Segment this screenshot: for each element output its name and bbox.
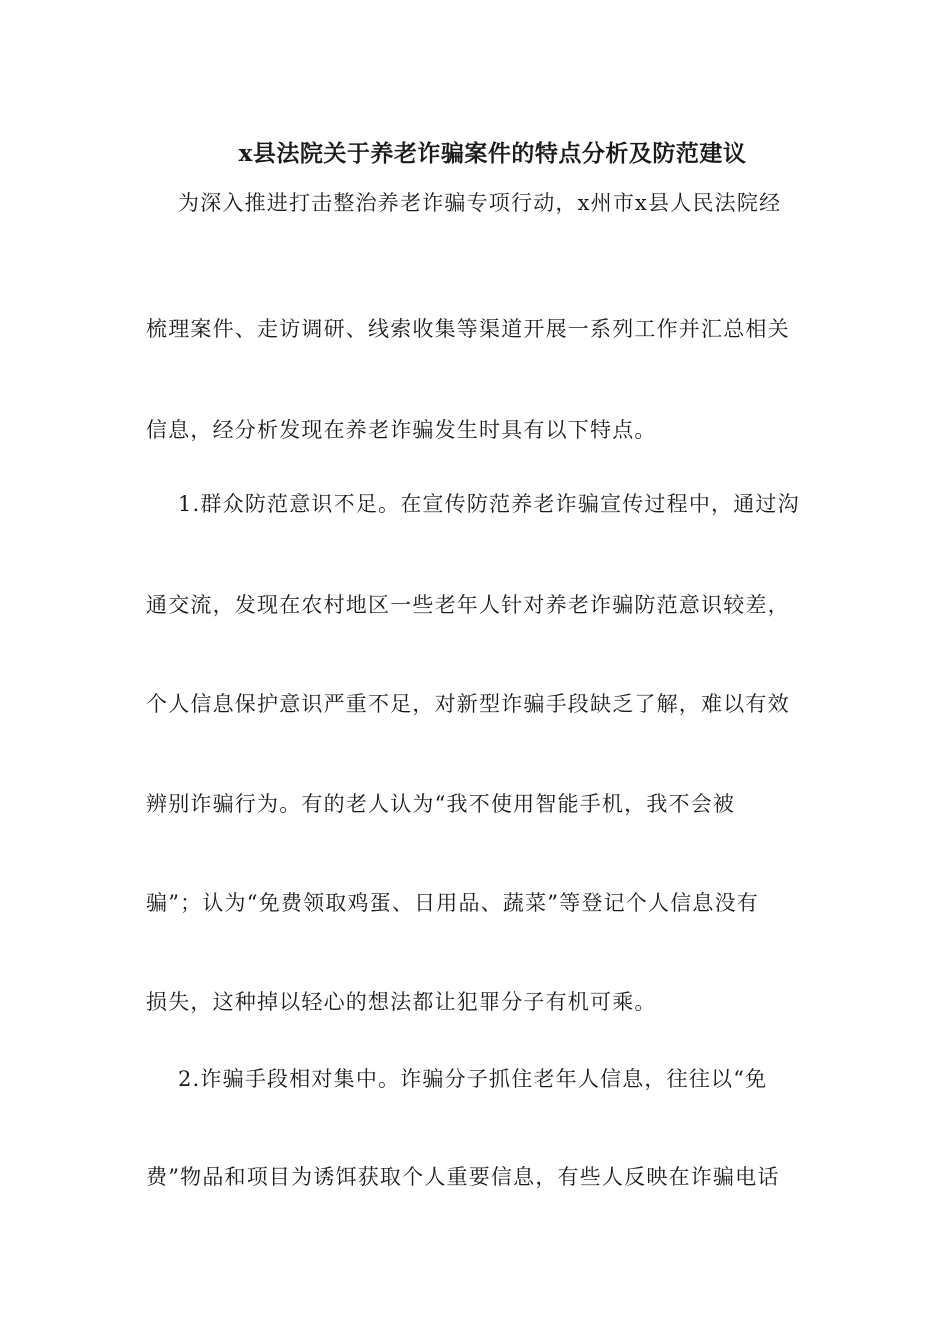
paragraph-line: 为深入推进打击整治养老诈骗专项行动，x州市x县人民法院经: [178, 191, 782, 215]
paragraph-line: 费”物品和项目为诱饵获取个人重要信息，有些人反映在诈骗电话: [146, 1165, 780, 1189]
paragraph-line: 1.群众防范意识不足。在宣传防范养老诈骗宣传过程中，通过沟: [178, 492, 800, 516]
paragraph-line: 个人信息保护意识严重不足，对新型诈骗手段缺乏了解，难以有效: [146, 692, 790, 716]
document-title: x县法院关于养老诈骗案件的特点分析及防范建议: [238, 140, 747, 167]
paragraph-line: 损失，这种掉以轻心的想法都让犯罪分子有机可乘。: [146, 990, 657, 1014]
paragraph-line: 信息，经分析发现在养老诈骗发生时具有以下特点。: [146, 418, 657, 442]
paragraph-line: 辨别诈骗行为。有的老人认为“我不使用智能手机，我不会被: [146, 792, 736, 816]
paragraph-line: 2.诈骗手段相对集中。诈骗分子抓住老年人信息，往往以“免: [178, 1067, 768, 1091]
paragraph-line: 通交流，发现在农村地区一些老年人针对养老诈骗防范意识较差，: [146, 593, 790, 617]
paragraph-line: 骗”；认为“免费领取鸡蛋、日用品、蔬菜”等登记个人信息没有: [146, 891, 760, 915]
paragraph-line: 梳理案件、走访调研、线索收集等渠道开展一系列工作并汇总相关: [146, 317, 790, 341]
